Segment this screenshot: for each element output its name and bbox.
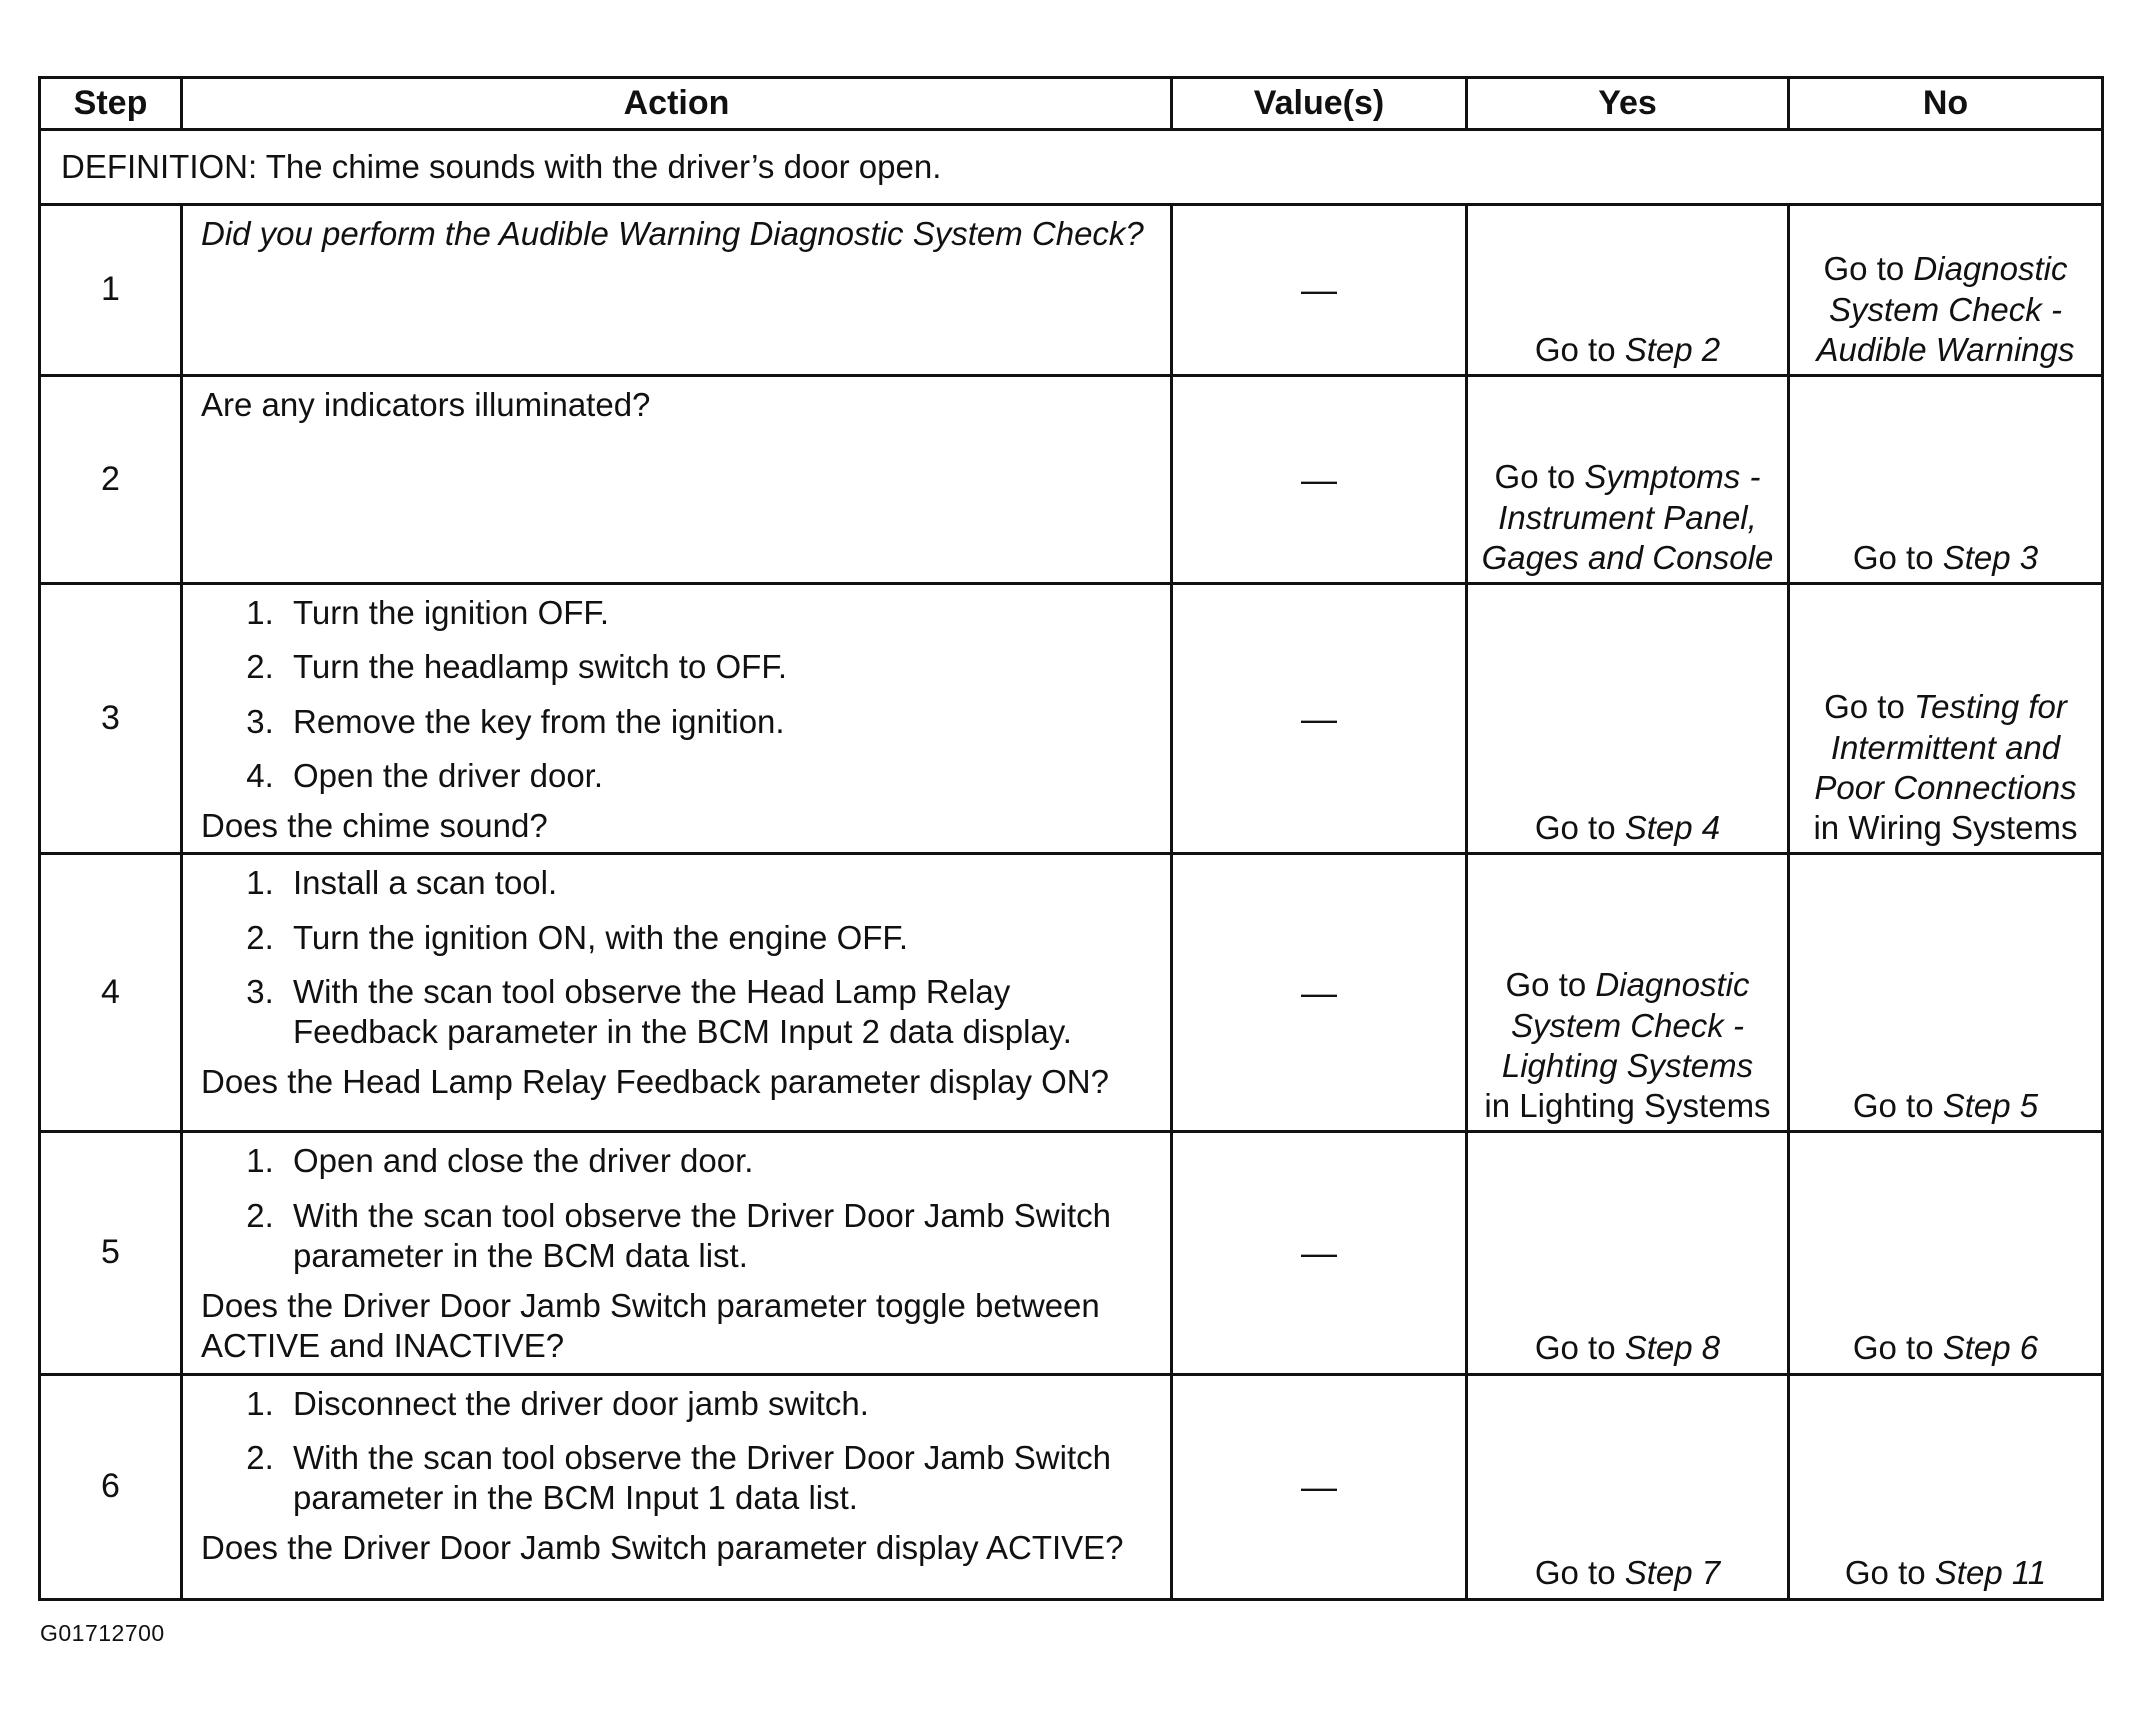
step-number: 6: [40, 1374, 182, 1599]
yes-cell: [1467, 205, 1789, 376]
yes-cell: [1467, 376, 1789, 584]
no-prefix: Go to: [1852, 1329, 1943, 1367]
no-prefix: Go to: [1824, 688, 1914, 726]
table-row: [40, 205, 2103, 376]
header-yes: Yes: [1467, 78, 1789, 130]
action-step-item: 1. Install a scan tool.: [283, 863, 1152, 903]
value-cell: —: [1172, 1374, 1467, 1599]
header-no: No: [1789, 78, 2103, 130]
action-question: Are any indicators illuminated?: [201, 386, 651, 423]
yes-target-link[interactable]: Symptoms - Instrument Panel, Gages and Console: [1481, 458, 1774, 576]
yes-prefix: Go to: [1505, 966, 1596, 1004]
action-step-item: 2. With the scan tool observe the Driver Door Jamb Switch parameter in the BCM Input 1 data list.: [283, 1438, 1152, 1519]
action-question: Does the Driver Door Jamb Switch parameter display ACTIVE?: [201, 1529, 1124, 1567]
action-question: Does the Driver Door Jamb Switch parameter toggle between ACTIVE and INACTIVE?: [201, 1287, 1100, 1365]
value-cell: —: [1172, 376, 1467, 584]
yes-target-link[interactable]: Step 7: [1624, 1554, 1721, 1592]
action-cell: [182, 854, 1172, 1132]
no-target-link[interactable]: Step 6: [1942, 1329, 2039, 1367]
value-cell: —: [1172, 205, 1467, 376]
yes-cell: [1467, 584, 1789, 854]
value-cell: —: [1172, 854, 1467, 1132]
header-step: Step: [40, 78, 182, 130]
action-steps-list: [201, 593, 1152, 796]
yes-prefix: Go to: [1494, 458, 1585, 496]
yes-prefix: Go to: [1534, 1329, 1625, 1367]
yes-cell: [1467, 1374, 1789, 1599]
yes-prefix: Go to: [1534, 809, 1625, 846]
figure-id: G01712700: [40, 1620, 165, 1646]
table-row: [40, 1132, 2103, 1374]
yes-target-link[interactable]: Step 2: [1624, 330, 1721, 368]
header-values: Value(s): [1172, 78, 1467, 130]
action-question: Does the Head Lamp Relay Feedback parameter display ON?: [201, 1063, 1109, 1101]
diagnostic-table: [38, 76, 2104, 1601]
no-target-link[interactable]: Step 5: [1942, 1087, 2039, 1124]
action-step-item: 2. Turn the headlamp switch to OFF.: [283, 647, 1152, 687]
action-step-item: 2. With the scan tool observe the Driver Door Jamb Switch parameter in the BCM data list.: [283, 1196, 1152, 1277]
no-cell: [1789, 1374, 2103, 1599]
action-steps-list: [201, 1141, 1152, 1276]
no-prefix: Go to: [1844, 1554, 1935, 1592]
no-target-link[interactable]: Diagnostic System Check - Audible Warnings: [1816, 250, 2075, 368]
definition-row: [40, 130, 2103, 205]
no-cell: [1789, 376, 2103, 584]
action-step-item: 1. Disconnect the driver door jamb switch.: [283, 1384, 1152, 1424]
header-row: [40, 78, 2103, 130]
action-question: Did you perform the Audible Warning Diagnostic System Check?: [201, 215, 1144, 252]
step-number: 3: [40, 584, 182, 854]
yes-prefix: Go to: [1534, 1554, 1625, 1592]
no-target-link[interactable]: Testing for Intermittent and Poor Connections: [1814, 688, 2077, 806]
no-prefix: Go to: [1852, 538, 1943, 576]
step-number: 1: [40, 205, 182, 376]
table-row: [40, 376, 2103, 584]
table-row: [40, 584, 2103, 854]
action-question: Does the chime sound?: [201, 807, 548, 844]
action-cell: [182, 1374, 1172, 1599]
action-step-item: 2. Turn the ignition ON, with the engine OFF.: [283, 918, 1152, 958]
action-cell: [182, 205, 1172, 376]
no-target-link[interactable]: Step 3: [1942, 538, 2039, 576]
action-step-item: 4. Open the driver door.: [283, 756, 1152, 796]
table-row: [40, 854, 2103, 1132]
diagnostic-table-container: [38, 76, 2101, 1601]
step-number: 4: [40, 854, 182, 1132]
no-suffix: in Wiring Systems: [1813, 809, 2078, 846]
no-cell: [1789, 584, 2103, 854]
definition-text: DEFINITION: The chime sounds with the driver’s door open.: [40, 130, 2103, 205]
table-row: [40, 1374, 2103, 1599]
yes-prefix: Go to: [1534, 330, 1625, 368]
yes-target-link[interactable]: Diagnostic System Check - Lighting Systems: [1501, 966, 1754, 1084]
action-cell: [182, 376, 1172, 584]
yes-cell: [1467, 1132, 1789, 1374]
yes-suffix: in Lighting Systems: [1484, 1087, 1771, 1124]
step-number: 2: [40, 376, 182, 584]
action-step-item: 3. Remove the key from the ignition.: [283, 702, 1152, 742]
action-steps-list: [201, 863, 1152, 1052]
no-target-link[interactable]: Step 11: [1934, 1554, 2047, 1592]
action-step-item: 1. Open and close the driver door.: [283, 1141, 1152, 1181]
action-step-item: 1. Turn the ignition OFF.: [283, 593, 1152, 633]
yes-cell: [1467, 854, 1789, 1132]
header-action: Action: [182, 78, 1172, 130]
yes-target-link[interactable]: Step 8: [1624, 1329, 1721, 1367]
yes-target-link[interactable]: Step 4: [1624, 809, 1721, 846]
no-prefix: Go to: [1852, 1087, 1943, 1124]
value-cell: —: [1172, 1132, 1467, 1374]
no-prefix: Go to: [1823, 250, 1914, 288]
step-number: 5: [40, 1132, 182, 1374]
no-cell: [1789, 854, 2103, 1132]
no-cell: [1789, 1132, 2103, 1374]
action-steps-list: [201, 1384, 1152, 1519]
action-cell: [182, 584, 1172, 854]
value-cell: —: [1172, 584, 1467, 854]
action-cell: [182, 1132, 1172, 1374]
action-step-item: 3. With the scan tool observe the Head Lamp Relay Feedback parameter in the BCM Input 2 data display.: [283, 972, 1152, 1053]
no-cell: [1789, 205, 2103, 376]
